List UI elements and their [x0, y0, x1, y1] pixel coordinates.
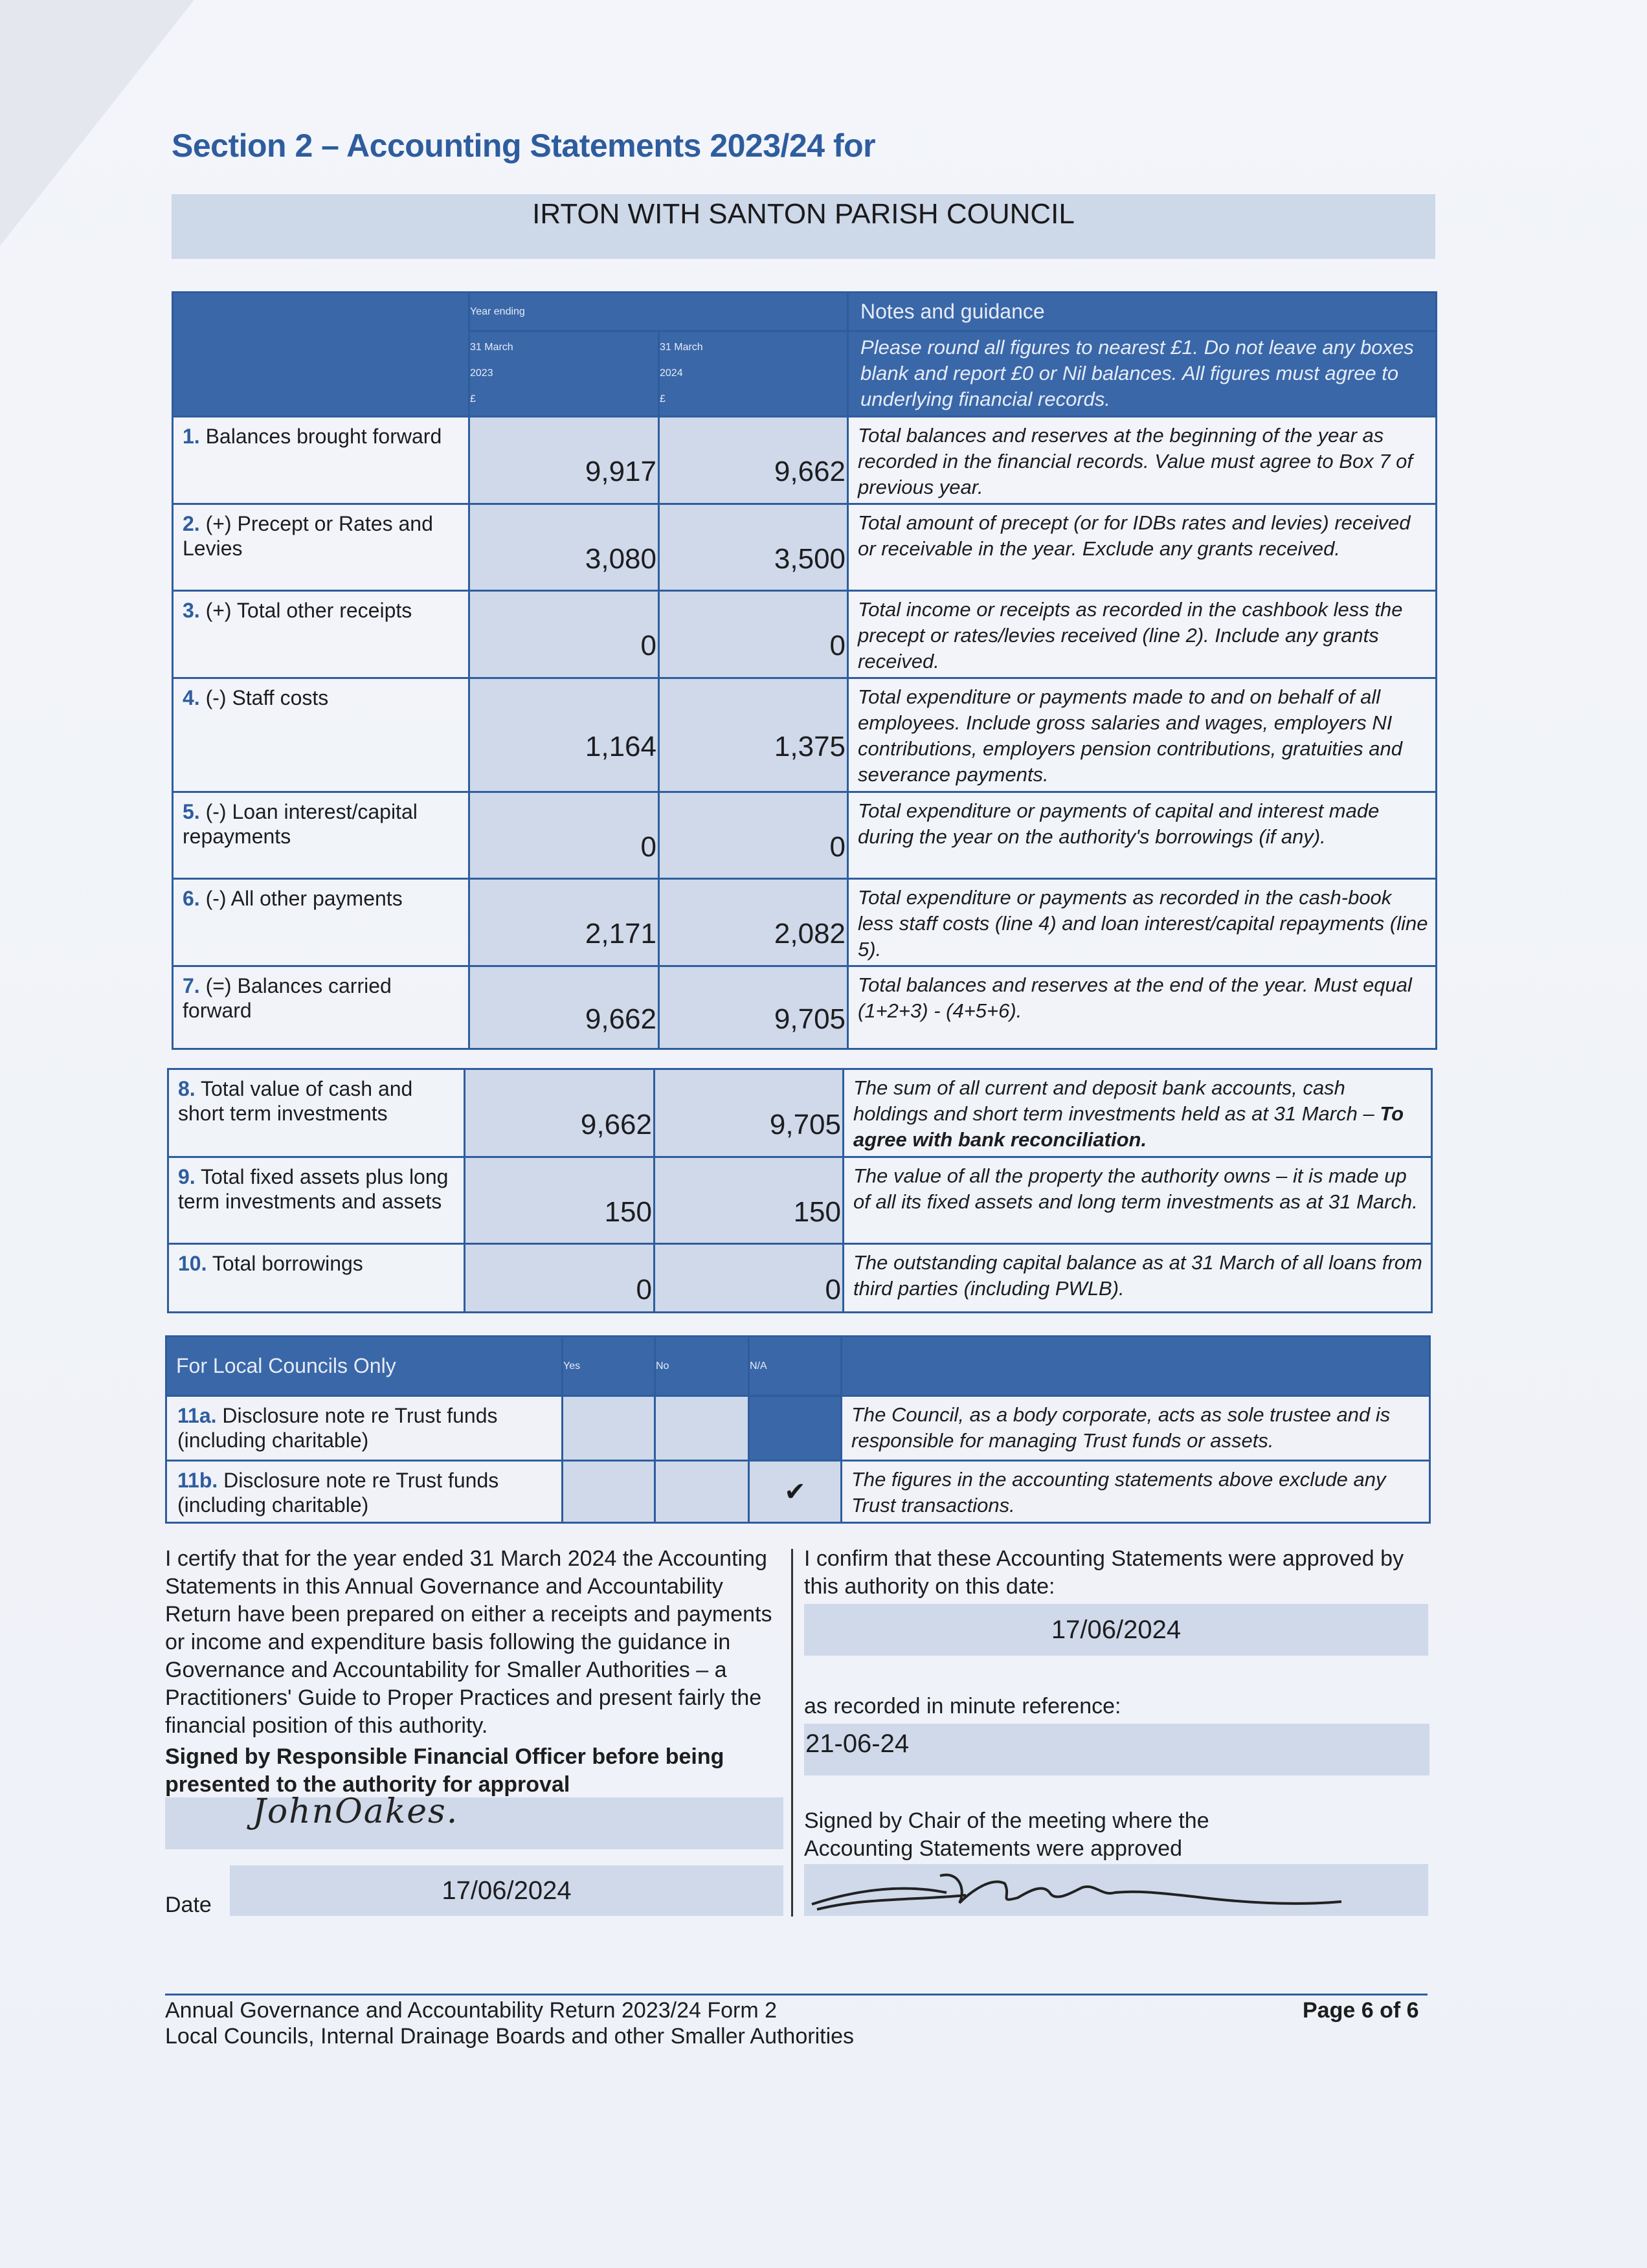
accounting-statements-table: [172, 291, 1437, 1050]
table-row: 5. (-) Loan interest/capital repayments 0 0 Total expenditure or payments of capital and interest made during the year on the authority's borrowings (if any).: [173, 792, 1437, 879]
value-2023: 0: [469, 591, 659, 678]
row-note: Total income or receipts as recorded in the cashbook less the precept or rates/levies received (line 2). Include any grants received.: [848, 591, 1437, 678]
table-row: 1. Balances brought forward 9,917 9,662 Total balances and reserves at the beginning of the year as recorded in the financial records. Value must agree to Box 7 of previous year.: [173, 417, 1437, 504]
value-2024: 0: [655, 1244, 844, 1313]
value-2023: 0: [469, 792, 659, 879]
value-2023: 150: [465, 1157, 655, 1244]
value-2024: 0: [659, 792, 848, 879]
chair-signed-label: Signed by Chair of the meeting where the Accounting Statements were approved: [804, 1808, 1209, 1861]
header-blank-cell: [173, 293, 469, 417]
minute-reference-field[interactable]: 21-06-24: [804, 1724, 1429, 1775]
row-note: The outstanding capital balance as at 31 March of all loans from third parties (including PWLB).: [844, 1244, 1432, 1313]
table-row: 11a. Disclosure note re Trust funds (including charitable) The Council, as a body corporate, acts as sole trustee and is responsible for managing Trust funds or assets.: [166, 1396, 1430, 1461]
certification-text: I certify that for the year ended 31 March 2024 the Accounting Statements in this Annual Governance and Accountability Return have been prepared on either a receipts and payments or income and expenditure basis following the guidance in Governance and Accountability for Smaller Authorities – a Practitioners' Guide to Proper Practices and present fairly the financial position of this authority.: [165, 1546, 772, 1738]
yes-heading: Yes: [563, 1337, 655, 1396]
no-heading: No: [655, 1337, 749, 1396]
value-2024: 9,705: [659, 966, 848, 1049]
approval-date-field[interactable]: 17/06/2024: [804, 1604, 1428, 1656]
guidance-text: Please round all figures to nearest £1. Do not leave any boxes blank and report £0 or Nil balances. All figures must agree to underlying financial records.: [848, 331, 1437, 417]
chair-signature: [804, 1864, 1428, 1916]
folded-corner: [0, 0, 194, 246]
na-heading: N/A: [749, 1337, 842, 1396]
chair-signature-field[interactable]: [804, 1864, 1428, 1916]
no-checkbox[interactable]: [655, 1461, 749, 1523]
rfo-date-field[interactable]: 17/06/2024: [230, 1865, 783, 1916]
table-row: 2. (+) Precept or Rates and Levies 3,080 3,500 Total amount of precept (or for IDBs rates and levies) received or receivable in the year. Exclude any grants received.: [173, 504, 1437, 591]
na-checkbox-checked[interactable]: ✔: [749, 1461, 842, 1523]
row-note: The figures in the accounting statements above exclude any Trust transactions.: [842, 1461, 1430, 1523]
yes-checkbox[interactable]: [563, 1396, 655, 1461]
table-row: 9. Total fixed assets plus long term investments and assets 150 150 The value of all the property the authority owns – it is made up of all its fixed assets and long term investments as at 31 March.: [168, 1157, 1432, 1244]
row-note: Total expenditure or payments made to and on behalf of all employees. Include gross salaries and wages, employers NI contributions, employers pension contributions, gratuities and severance payments.: [848, 678, 1437, 792]
assets-table: [167, 1068, 1433, 1313]
table-row: 3. (+) Total other receipts 0 0 Total income or receipts as recorded in the cashbook less the precept or rates/levies received (line 2). Include any grants received.: [173, 591, 1437, 678]
row-note: Total balances and reserves at the end of the year. Must equal (1+2+3) - (4+5+6).: [848, 966, 1437, 1049]
value-2023: 2,171: [469, 879, 659, 966]
value-2023: 3,080: [469, 504, 659, 591]
footer-line-1: Annual Governance and Accountability Return 2023/24 Form 2: [165, 1998, 778, 2023]
yes-checkbox[interactable]: [563, 1461, 655, 1523]
no-checkbox[interactable]: [655, 1396, 749, 1461]
value-2024: 0: [659, 591, 848, 678]
year-ending-heading: Year ending: [469, 293, 848, 331]
table-row: 7. (=) Balances carried forward 9,662 9,705 Total balances and reserves at the end of the year. Must equal (1+2+3) - (4+5+6).: [173, 966, 1437, 1049]
value-2023: 0: [465, 1244, 655, 1313]
value-2023: 9,662: [465, 1069, 655, 1157]
row-note: The sum of all current and deposit bank accounts, cash holdings and short term investments held as at 31 March – To agree with bank reconciliation.: [844, 1069, 1432, 1157]
footer-rule: [165, 1994, 1428, 1996]
row-note: Total amount of precept (or for IDBs rates and levies) received or receivable in the year. Exclude any grants received.: [848, 504, 1437, 591]
column-divider: [791, 1549, 793, 1917]
row-note: Total expenditure or payments as recorded in the cash-book less staff costs (line 4) and loan interest/capital repayments (line 5).: [848, 879, 1437, 966]
value-2024: 9,705: [655, 1069, 844, 1157]
date-label: Date: [165, 1893, 212, 1917]
rfo-signature-field[interactable]: [165, 1792, 783, 1849]
value-2024: 2,082: [659, 879, 848, 966]
notes-heading: Notes and guidance: [848, 293, 1437, 331]
section-title: Section 2 – Accounting Statements 2023/24 for: [172, 128, 876, 164]
local-councils-table: [165, 1335, 1431, 1524]
row-note: Total balances and reserves at the beginning of the year as recorded in the financial records. Value must agree to Box 7 of previous year.: [848, 417, 1437, 504]
minute-label: as recorded in minute reference:: [804, 1694, 1121, 1718]
row-note: The Council, as a body corporate, acts as sole trustee and is responsible for managing Trust funds or assets.: [842, 1396, 1430, 1461]
row-note: Total expenditure or payments of capital and interest made during the year on the authority's borrowings (if any).: [848, 792, 1437, 879]
row-note: The value of all the property the authority owns – it is made up of all its fixed assets and long term investments as at 31 March.: [844, 1157, 1432, 1244]
council-name: IRTON WITH SANTON PARISH COUNCIL: [172, 194, 1435, 259]
col-2024-heading: 31 March 2024 £: [659, 331, 848, 417]
table-row: 11b. Disclosure note re Trust funds (including charitable) ✔ The figures in the accounting statements above exclude any Trust transactions.: [166, 1461, 1430, 1523]
footer-line-2: Local Councils, Internal Drainage Boards and other Smaller Authorities: [165, 2024, 855, 2049]
value-2024: 3,500: [659, 504, 848, 591]
value-2024: 150: [655, 1157, 844, 1244]
table-row: 6. (-) All other payments 2,171 2,082 Total expenditure or payments as recorded in the cash-book less staff costs (line 4) and loan interest/capital repayments (line 5).: [173, 879, 1437, 966]
value-2023: 9,662: [469, 966, 659, 1049]
na-checkbox[interactable]: [749, 1396, 842, 1461]
rfo-signature: JohnOakes.: [252, 1792, 459, 1831]
col-2023-heading: 31 March 2023 £: [469, 331, 659, 417]
value-2024: 9,662: [659, 417, 848, 504]
page-number: Page 6 of 6: [1303, 1998, 1419, 2023]
table-row: 8. Total value of cash and short term investments 9,662 9,705 The sum of all current and deposit bank accounts, cash holdings and short term investments held as at 31 March – To agree with bank reconciliation.: [168, 1069, 1432, 1157]
local-councils-heading: For Local Councils Only: [166, 1337, 563, 1396]
value-2024: 1,375: [659, 678, 848, 792]
confirm-text: I confirm that these Accounting Statements were approved by this authority on this date:: [804, 1546, 1404, 1599]
table-row: 10. Total borrowings 0 0 The outstanding capital balance as at 31 March of all loans from third parties (including PWLB).: [168, 1244, 1432, 1313]
value-2023: 1,164: [469, 678, 659, 792]
table-row: 4. (-) Staff costs 1,164 1,375 Total expenditure or payments made to and on behalf of all employees. Include gross salaries and wages, employers NI contributions, employers pension contributions, gratuities and severance payments.: [173, 678, 1437, 792]
value-2023: 9,917: [469, 417, 659, 504]
rfo-signed-label: Signed by Responsible Financial Officer before being presented to the authority for approval: [165, 1744, 724, 1797]
